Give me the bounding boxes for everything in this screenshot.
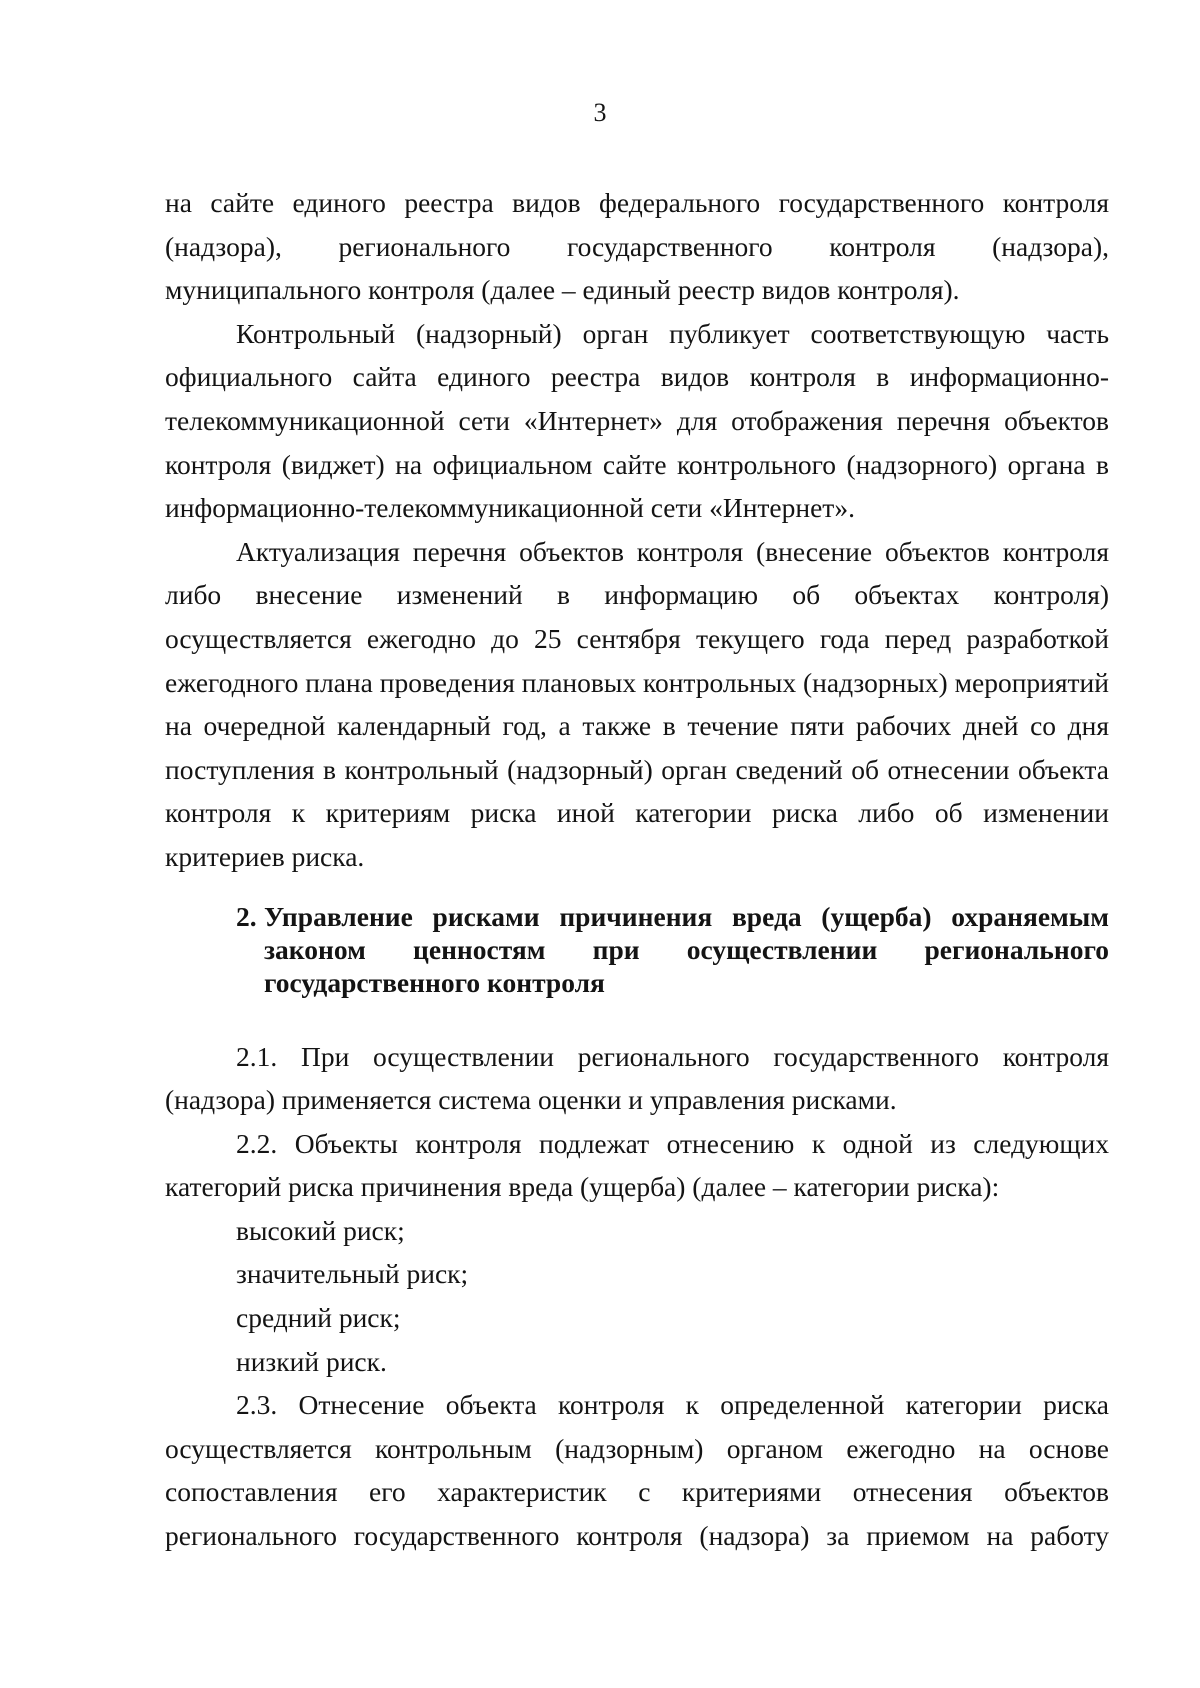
paragraph-2-3: 2.3. Отнесение объекта контроля к определенной категории риска осуществляется контрольным (надзорным) органом ежегодно на основе сопоставления его характеристик с критериями отнесения объектов регионального государственного контроля (надзора) за приемом на работу	[165, 1389, 1109, 1552]
paragraph-2-2: 2.2. Объекты контроля подлежат отнесению к одной из следующих категорий риска причинения вреда (ущерба) (далее – категории риска):	[165, 1127, 1109, 1203]
paragraph-registry-site: на сайте единого реестра видов федерального государственного контроля (надзора), регионального государственного контроля (надзора), муниципального контроля (далее – единый реестр видов контроля).	[165, 187, 1109, 306]
paragraph-list-actualization: Актуализация перечня объектов контроля (внесение объектов контроля либо внесение изменений в информацию об объектах контроля) осуществляется ежегодно до 25 сентября текущего года перед разработкой ежегодного плана проведения плановых контрольных (надзорных) мероприятий на очередной календарный год, а также в течение пяти рабочих дней со дня поступления в контрольный (надзорный) орган сведений об отнесении объекта контроля к критериям риска иной категории риска либо об изменении критериев риска.	[165, 535, 1109, 872]
list-item-risk-high: высокий риск;	[236, 1214, 405, 1246]
section-2-heading	[165, 900, 1109, 999]
paragraph-widget-publication: Контрольный (надзорный) орган публикует соответствующую часть официального сайта единого реестра видов контроля в информационно-телекоммуникационной сети «Интернет» для отображения перечня объектов контроля (виджет) на официальном сайте контрольного (надзорного) органа в информационно-телекоммуникационной сети «Интернет».	[165, 317, 1109, 524]
section-2-number: 2.	[236, 900, 257, 932]
list-item-risk-medium: средний риск;	[236, 1302, 401, 1334]
section-2-title-end: государственного контроля	[264, 966, 605, 998]
document-body	[165, 181, 1109, 1558]
section-2-title: Управление рисками причинения вреда (ущерба) охраняемым законом ценностям при осуществлении регионального	[264, 900, 1109, 965]
list-item-risk-low: низкий риск.	[236, 1345, 387, 1377]
page-number: 3	[593, 98, 607, 127]
list-item-risk-significant: значительный риск;	[236, 1258, 469, 1290]
paragraph-2-1: 2.1. При осуществлении регионального государственного контроля (надзора) применяется система оценки и управления рисками.	[165, 1040, 1109, 1116]
